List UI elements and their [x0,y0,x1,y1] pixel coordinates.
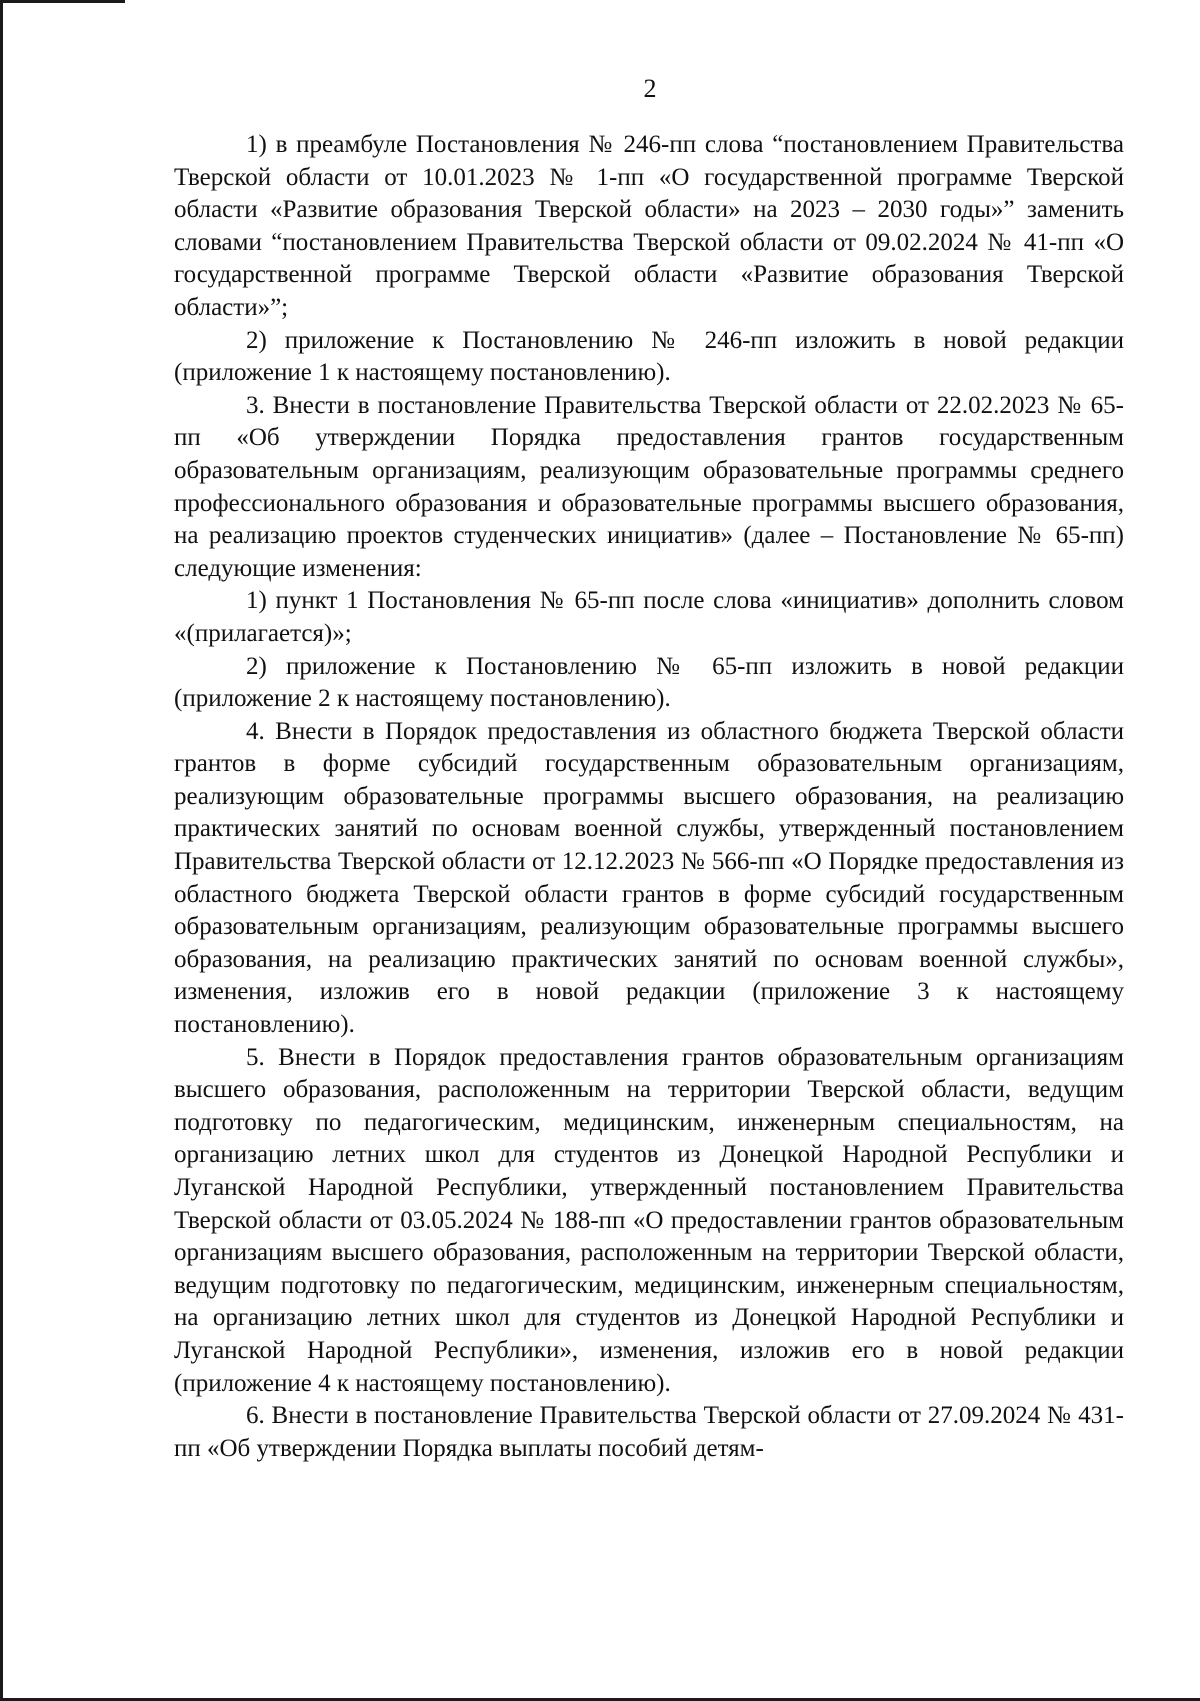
top-edge-rule [0,0,125,3]
paragraph-item-5: 5. Внести в Порядок предоставления грантов образовательным организациям высшего образования, расположенным на территории Тверской области, ведущим подготовку по педагогическим, медицинским, инженерным специальностям, на организацию летних школ для студентов из Донецкой Народной Республики и Луганской Народной Республики, утвержденный постановлением Правительства Тверской области от 03.05.2024 № 188-пп «О предоставлении грантов образовательным организациям высшего образования, расположенным на территории Тверской области, ведущим подготовку по педагогическим, медицинским, инженерным специальностям, на организацию летних школ для студентов из Донецкой Народной Республики и Луганской Народной Республики», изменения, изложив его в новой редакции (приложение 4 к настоящему постановлению). [174,1043,1124,1397]
paragraph-item-6: 6. Внести в постановление Правительства Тверской области от 27.09.2024 № 431-пп «Об утверждении Порядка выплаты пособий детям- [174,1402,1124,1462]
paragraph-item-4: 4. Внести в Порядок предоставления из областного бюджета Тверской области грантов в форме субсидий государственным образовательным организациям, реализующим образовательные программы высшего образования, на реализацию практических занятий по основам военной службы, утвержденный постановлением Правительства Тверской области от 12.12.2023 № 566-пп «О Порядке предоставления из областного бюджета Тверской области грантов в форме субсидий государственным образовательным организациям, реализующим образовательные программы высшего образования, на реализацию практических занятий по основам военной службы», изменения, изложив его в новой редакции (приложение 3 к настоящему постановлению). [174,717,1124,1039]
left-edge-rule [0,0,3,1701]
paragraph-item-3-1: 1) пункт 1 Постановления № 65-пп после слова «инициатив» дополнить словом «(прилагается)»; [174,587,1124,647]
paragraph-preamble-amendment: 1) в преамбуле Постановления № 246-пп слова “постановлением Правительства Тверской области от 10.01.2023 № 1-пп «О государственной программе Тверской области «Развитие образования Тверской области» на 2023 – 2030 годы»” заменить словами “постановлением Правительства Тверской области от 09.02.2024 № 41-пп «О государственной программе Тверской области «Развитие образования Тверской области»”; [174,131,1124,321]
paragraph-appendix-1: 2) приложение к Постановлению № 246-пп изложить в новой редакции (приложение 1 к настоящему постановлению). [174,326,1124,387]
document-body [174,129,1124,1465]
paragraph-item-3-2: 2) приложение к Постановлению № 65-пп изложить в новой редакции (приложение 2 к настоящему постановлению). [174,652,1124,713]
page-number: 2 [643,74,657,103]
paragraph-item-3: 3. Внести в постановление Правительства Тверской области от 22.02.2023 № 65-пп «Об утверждении Порядка предоставления грантов государственным образовательным организациям, реализующим образовательные программы среднего профессионального образования и образовательные программы высшего образования, на реализацию проектов студенческих инициатив» (далее – Постановление № 65-пп) следующие изменения: [174,391,1124,582]
